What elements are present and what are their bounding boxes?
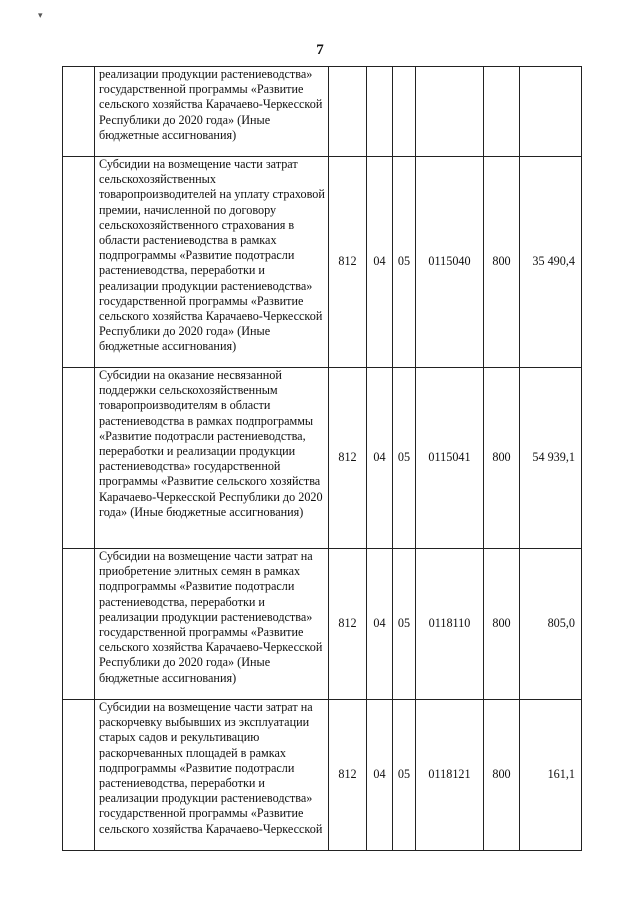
subsection-code: [393, 67, 416, 157]
amount: 54 939,1: [520, 368, 582, 549]
ministry-code: 812: [329, 549, 367, 700]
program-code: 0118110: [416, 549, 484, 700]
subsection-code: 05: [393, 368, 416, 549]
section-code: 04: [367, 549, 393, 700]
expense-type: 800: [484, 549, 520, 700]
expense-type: 800: [484, 157, 520, 368]
ministry-code: 812: [329, 157, 367, 368]
ministry-code: 812: [329, 368, 367, 549]
amount: [520, 67, 582, 157]
row-description: Субсидии на оказание несвязанной поддержки сельскохозяйственным товаропроизводителям в области растениеводства в рамках подпрограммы «Развитие подотрасли растениеводства, переработки и реализации продукции растениеводства» государственной программы «Развитие сельского хозяйства Карачаево-Черкесской Республики до 2020 года» (Иные бюджетные ассигнования): [95, 368, 329, 549]
scan-mark: ▾: [38, 10, 43, 20]
row-number-cell: [63, 700, 95, 851]
table-row: [63, 549, 582, 700]
subsection-code: 05: [393, 700, 416, 851]
row-number-cell: [63, 157, 95, 368]
section-code: 04: [367, 157, 393, 368]
amount: 161,1: [520, 700, 582, 851]
amount: 805,0: [520, 549, 582, 700]
amount: 35 490,4: [520, 157, 582, 368]
row-number-cell: [63, 368, 95, 549]
row-number-cell: [63, 67, 95, 157]
row-description: Субсидии на возмещение части затрат сельскохозяйственных товаропроизводителей на уплату страховой премии, начисленной по договору сельскохозяйственного страхования в области растениеводства в рамках подпрограммы «Развитие подотрасли растениеводства, переработки и реализации продукции растениеводства» государственной программы «Развитие сельского хозяйства Карачаево-Черкесской Республики до 2020 года» (Иные бюджетные ассигнования): [95, 157, 329, 368]
expense-type: [484, 67, 520, 157]
row-description: реализации продукции растениеводства» государственной программы «Развитие сельского хозяйства Карачаево-Черкесской Республики до 2020 года» (Иные бюджетные ассигнования): [95, 67, 329, 157]
table-row: [63, 157, 582, 368]
expense-type: 800: [484, 700, 520, 851]
table-row: [63, 700, 582, 851]
program-code: 0118121: [416, 700, 484, 851]
subsection-code: 05: [393, 157, 416, 368]
page-number: 7: [316, 42, 324, 58]
row-description: Субсидии на возмещение части затрат на приобретение элитных семян в рамках подпрограммы «Развитие подотрасли растениеводства, переработки и реализации продукции растениеводства» государственной программы «Развитие сельского хозяйства Карачаево-Черкесской Республики до 2020 года» (Иные бюджетные ассигнования): [95, 549, 329, 700]
row-number-cell: [63, 549, 95, 700]
program-code: 0115040: [416, 157, 484, 368]
program-code: [416, 67, 484, 157]
table-row: [63, 67, 582, 157]
ministry-code: 812: [329, 700, 367, 851]
subsection-code: 05: [393, 549, 416, 700]
section-code: 04: [367, 700, 393, 851]
program-code: 0115041: [416, 368, 484, 549]
section-code: 04: [367, 368, 393, 549]
budget-table: [62, 66, 582, 851]
row-description: Субсидии на возмещение части затрат на раскорчевку выбывших из эксплуатации старых садов и рекультивацию раскорчеванных площадей в рамках подпрограммы «Развитие подотрасли растениеводства, переработки и реализации продукции растениеводства» государственной программы «Развитие сельского хозяйства Карачаево-Черкесской: [95, 700, 329, 851]
table-row: [63, 368, 582, 549]
expense-type: 800: [484, 368, 520, 549]
ministry-code: [329, 67, 367, 157]
section-code: [367, 67, 393, 157]
